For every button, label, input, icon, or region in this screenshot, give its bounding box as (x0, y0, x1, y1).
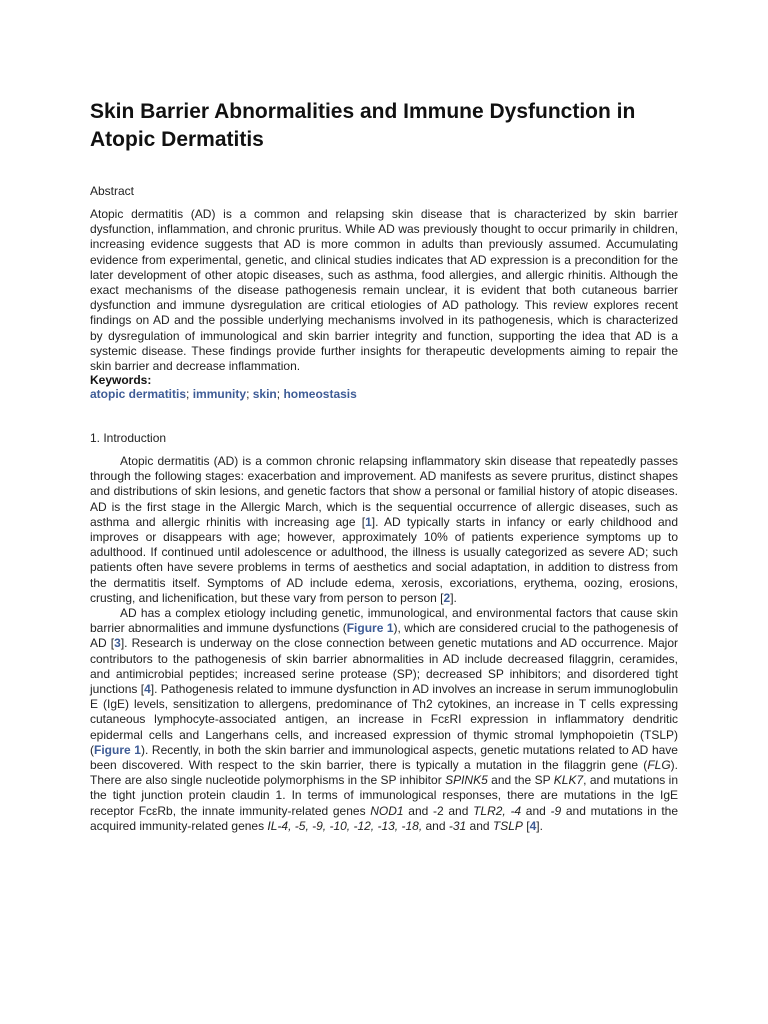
introduction-body (90, 454, 678, 834)
citation-link[interactable]: 4 (144, 682, 151, 697)
keyword-link[interactable]: skin (252, 387, 277, 401)
keywords-list (90, 387, 357, 402)
body-text: ), which are considered crucial to the pathogenesis of AD [ (90, 621, 678, 651)
keyword-link[interactable]: immunity (192, 387, 247, 401)
body-text: and -2 and (403, 803, 474, 818)
introduction-heading: 1. Introduction (90, 431, 167, 445)
body-text: ). There are also single nucleotide polymorphisms in the SP inhibitor (90, 758, 678, 788)
body-text: ]. (450, 590, 457, 605)
citation-link[interactable]: 4 (529, 818, 537, 833)
citation-link[interactable]: 2 (443, 590, 451, 605)
abstract-text: Atopic dermatitis (AD) is a common and relapsing skin disease that is characterized by skin barrier dysfunction, inflammation, and chronic pruritus. While AD was previously thought to occur primarily in children, increasing evidence suggests that AD is more common in adults than previously assumed. Accumulating evidence from experimental, genetic, and clinical studies indicates that AD expression is a precondition for the later development of other atopic diseases, such as asthma, food allergies, and allergic rhinitis. Although the exact mechanisms of the disease pathogenesis remain unclear, it is evident that both cutaneous barrier dysfunction and immune dysregulation are critical etiologies of AD pathology. This review explores recent findings on AD and the possible underlying mechanisms involved in its pathogenesis, which is characterized by dysregulation of immunological and skin barrier integrity and function, supporting the idea that AD is a systemic disease. These findings provide further insights for therapeutic developments aiming to repair the skin barrier and decrease inflammation. (90, 207, 678, 374)
gene-name: TSLP (492, 818, 523, 833)
intro-paragraph-1 (90, 454, 678, 606)
gene-name: -31 (448, 818, 467, 833)
article-title: Skin Barrier Abnormalities and Immune Dysfunction in Atopic Dermatitis (90, 100, 636, 151)
keyword-link[interactable]: atopic dermatitis (90, 387, 187, 401)
gene-name: TLR2, -4 (473, 803, 522, 818)
citation-link[interactable]: 3 (114, 636, 121, 651)
keyword-separator: ; (186, 387, 190, 401)
gene-name: SPINK5 (445, 773, 488, 788)
body-text: and the SP (487, 773, 554, 788)
keyword-separator: ; (276, 387, 281, 401)
body-text: and (521, 803, 551, 818)
gene-name: -9 (550, 803, 562, 818)
citation-link[interactable]: 1 (365, 514, 372, 529)
body-text: AD has a complex etiology including genetic, immunological, and environmental factors that cause skin barrier abnormalities and immune dysfunctions ( (90, 606, 678, 636)
keyword-separator: ; (246, 387, 250, 401)
body-text: ]. Research is underway on the close connection between genetic mutations and AD occurrence. Major contributors to the pathogenesis of skin barrier abnormalities in AD include decreased filaggrin, ceramides, and antimicrobial peptides; increased serine protease (SP); decreased SP inhibitors; and disordered tight junctions [ (90, 636, 678, 697)
gene-name: NOD1 (370, 803, 404, 818)
body-text: ]. Pathogenesis related to immune dysfunction in AD involves an increase in serum immunoglobulin E (IgE) levels, sensitization to allergens, predominance of Th2 cytokines, an increase in T cells expressing cutaneous lymphocyte-associated antigen, an increase in FcεRI expression in inflammatory dendritic epidermal cells and Langerhans cells, and increased expression of thymic stromal lymphopoietin (TSLP) ( (90, 682, 678, 757)
keyword-link[interactable]: homeostasis (283, 387, 357, 401)
body-text: Atopic dermatitis (AD) is a common chronic relapsing inflammatory skin disease that repeatedly passes through the following stages: exacerbation and improvement. AD manifests as severe pruritus, distinct shapes and distributions of skin lesions, and genetic factors that show a personal or familial history of atopic diseases. AD is the first stage in the Allergic March, which is the sequential occurrence of allergic diseases, such as asthma and allergic rhinitis with increasing age [ (90, 454, 678, 529)
abstract-heading: Abstract (90, 184, 135, 198)
gene-name: IL-4, -5, -9, -10, -12, -13, -18, (267, 818, 423, 833)
body-text: [ (522, 818, 530, 833)
body-text: ]. AD typically starts in infancy or early childhood and improves or disappears with age; however, approximately 10% of patients experience symptoms up to adulthood. If continued until adolescence or adulthood, the illness is usually categorized as severe AD; such patients often have severe problems in terms of aesthetics and social adaptation, in addition to distress from the dermatitis itself. Symptoms of AD include edema, xerosis, excoriations, erythema, oozing, erosions, crusting, and lichenification, but these vary from person to person [ (90, 514, 679, 605)
figure-link[interactable]: Figure 1 (346, 621, 394, 636)
body-text: ]. (536, 818, 543, 833)
body-text: , and mutations in the tight junction protein claudin 1. In terms of immunological responses, there are mutations in the IgE receptor FcεRb, the innate immunity-related genes (90, 773, 678, 818)
gene-name: KLK7 (553, 773, 584, 788)
body-text: ). Recently, in both the skin barrier and immunological aspects, genetic mutations related to AD have been discovered. With respect to the skin barrier, there is typically a mutation in the filaggrin gene ( (90, 742, 678, 773)
intro-paragraph-2 (90, 606, 678, 834)
figure-link[interactable]: Figure 1 (94, 742, 141, 757)
body-text: and mutations in the acquired immunity-related genes (90, 803, 679, 833)
body-text: and (466, 818, 493, 833)
keywords-label: Keywords: (90, 373, 152, 387)
gene-name: FLG (647, 758, 671, 773)
body-text: and (422, 818, 449, 833)
